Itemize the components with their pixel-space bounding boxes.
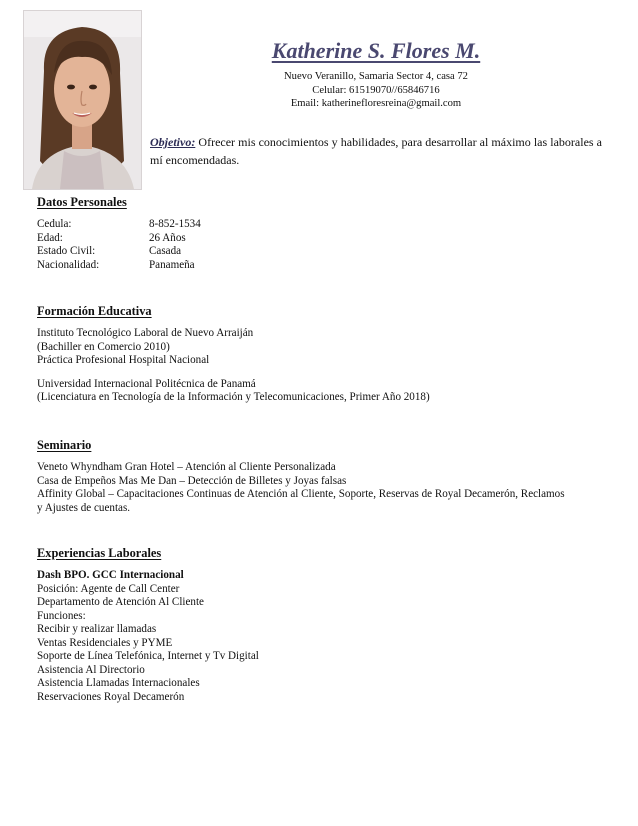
personal-key: Nacionalidad: — [37, 258, 100, 271]
profile-photo — [23, 10, 142, 190]
personal-key: Cedula: — [37, 218, 72, 230]
experience-section — [37, 546, 602, 704]
section-heading-education: Formación Educativa — [37, 304, 152, 318]
personal-value: Panameña — [149, 258, 195, 271]
experience-line: Asistencia Al Directorio — [37, 663, 145, 676]
personal-value: 26 Años — [149, 231, 186, 244]
personal-row — [37, 259, 602, 273]
experience-line: Soporte de Línea Telefónica, Internet y Tv Digital — [37, 650, 259, 662]
experience-line: Departamento de Atención Al Cliente — [37, 596, 204, 608]
education-line: Instituto Tecnológico Laboral de Nuevo Arraiján — [37, 327, 254, 339]
personal-data-section — [37, 195, 602, 272]
candidate-name: Katherine S. Flores M. — [271, 38, 481, 63]
personal-row — [37, 218, 602, 232]
personal-row — [37, 245, 602, 259]
section-heading-experience: Experiencias Laborales — [37, 546, 162, 560]
education-line: Universidad Internacional Politécnica de Panamá — [37, 377, 256, 390]
seminar-line: y Ajustes de cuentas. — [37, 501, 131, 514]
personal-row — [37, 232, 602, 246]
seminar-section — [37, 438, 602, 515]
phone-line: Celular: 61519070//65846716 — [312, 85, 440, 96]
email-line: Email: katherinefloresreina@gmail.com — [290, 98, 462, 109]
personal-value: Casada — [149, 245, 182, 257]
experience-line: Ventas Residenciales y PYME — [37, 636, 173, 649]
seminar-line: Affinity Global – Capacitaciones Continuas de Atención al Cliente, Soporte, Reservas de Royal Decamerón, Reclamos — [37, 488, 565, 500]
seminar-line: Casa de Empeños Mas Me Dan – Detección de Billetes y Joyas falsas — [37, 474, 347, 487]
seminar-line: Veneto Whyndham Gran Hotel – Atención al Cliente Personalizada — [37, 461, 336, 473]
objective-paragraph — [150, 133, 602, 169]
experience-line: Posición: Agente de Call Center — [37, 582, 180, 595]
objective-text: Ofrecer mis conocimientos y habilidades, para desarrollar al máximo las laborales a mí encomendadas. — [150, 135, 602, 167]
section-heading-personal: Datos Personales — [37, 195, 127, 209]
education-section — [37, 304, 602, 405]
address-line: Nuevo Veranillo, Samaria Sector 4, casa 72 — [284, 71, 468, 82]
experience-line: Funciones: — [37, 609, 86, 622]
personal-key: Estado Civil: — [37, 245, 96, 257]
education-line: (Bachiller en Comercio 2010) — [37, 340, 170, 353]
personal-value: 8-852-1534 — [149, 218, 201, 230]
personal-key: Edad: — [37, 231, 63, 244]
experience-company: Dash BPO. GCC Internacional — [37, 569, 184, 581]
objective-label: Objetivo: — [150, 135, 196, 149]
education-line: Práctica Profesional Hospital Nacional — [37, 354, 210, 366]
experience-line: Asistencia Llamadas Internacionales — [37, 677, 200, 689]
education-line: (Licenciatura en Tecnología de la Información y Telecomunicaciones, Primer Año 2018) — [37, 391, 430, 403]
experience-line: Reservaciones Royal Decamerón — [37, 690, 185, 703]
portrait-illustration — [24, 11, 141, 189]
experience-line: Recibir y realizar llamadas — [37, 623, 157, 635]
section-heading-seminar: Seminario — [37, 438, 92, 452]
